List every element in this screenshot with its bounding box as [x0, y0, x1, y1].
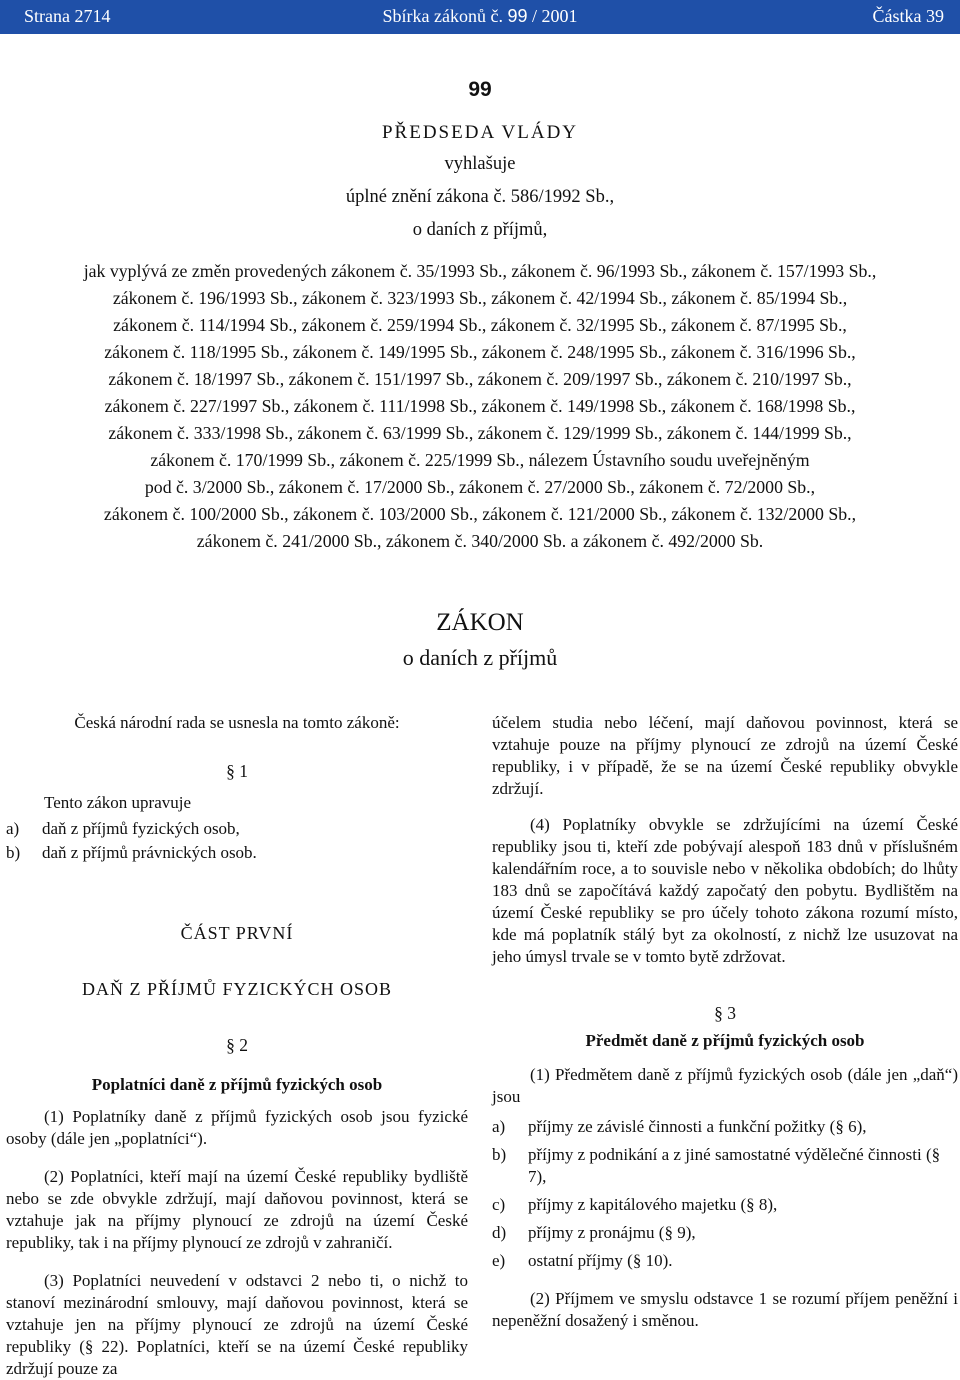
list-item-label: c): [492, 1195, 506, 1214]
amendment-line: zákonem č. 227/1997 Sb., zákonem č. 111/1998 Sb., zákonem č. 149/1998 Sb., zákonem č. 168/1998 Sb.,: [104, 396, 856, 416]
list-item-text: daň z příjmů fyzických osob,: [42, 819, 240, 838]
amendment-line: zákonem č. 241/2000 Sb., zákonem č. 340/2000 Sb. a zákonem č. 492/2000 Sb.: [196, 531, 764, 551]
list-item: [492, 1222, 958, 1244]
paragraph: (2) Příjmem ve smyslu odstavce 1 se rozumí příjem peněžní i nepeněžní dosažený i směnou.: [492, 1289, 958, 1330]
section-1-heading: § 1: [226, 761, 248, 781]
about-line: o daních z příjmů,: [412, 220, 548, 240]
list-item: [492, 1116, 958, 1138]
section-2-title: Poplatníci daně z příjmů fyzických osob: [91, 1075, 383, 1094]
collection-number: 99: [507, 6, 528, 26]
section-2-heading: § 2: [226, 1035, 248, 1055]
section-3-heading: § 3: [714, 1003, 736, 1023]
list-item: [6, 842, 468, 864]
amendment-line: pod č. 3/2000 Sb., zákonem č. 17/2000 Sb., zákonem č. 27/2000 Sb., zákonem č. 72/2000 Sb.,: [144, 477, 816, 497]
list-item-label: b): [492, 1145, 507, 1164]
enacting-clause: Česká národní rada se usnesla na tomto zákoně:: [74, 713, 400, 732]
list-item-text: příjmy z pronájmu (§ 9),: [528, 1223, 696, 1242]
list-item-text: příjmy z podnikání a z jiné samostatné výdělečné činnosti (§ 7),: [528, 1145, 941, 1186]
left-column: [6, 712, 468, 1380]
section-3-title: Předmět daně z příjmů fyzických osob: [585, 1031, 865, 1050]
list-item: [6, 818, 468, 840]
amendment-line: zákonem č. 18/1997 Sb., zákonem č. 151/1997 Sb., zákonem č. 209/1997 Sb., zákonem č. 210/1997 Sb.,: [108, 369, 852, 389]
amendment-line: zákonem č. 333/1998 Sb., zákonem č. 63/1999 Sb., zákonem č. 129/1999 Sb., zákonem č. 144/1999 Sb.,: [108, 423, 852, 443]
list-item-label: a): [492, 1117, 506, 1136]
law-subtitle: o daních z příjmů: [402, 645, 558, 670]
issuer-heading: PŘEDSEDA VLÁDY: [381, 122, 579, 143]
part-heading: ČÁST PRVNÍ: [180, 923, 294, 943]
part-title: DAŇ Z PŘÍJMŮ FYZICKÝCH OSOB: [81, 979, 393, 999]
paragraph: (3) Poplatníci neuvedení v odstavci 2 nebo ti, o nichž to stanoví mezinárodní smlouvy, mají daňovou povinnost, která se vztahuje jen na příjmy plynoucí ze zdrojů na území České republiky (§ 22). Poplatníci, kteří se na území České republiky zdržují pouze za: [6, 1271, 468, 1378]
list-item: [492, 1194, 958, 1216]
collection-year: / 2001: [527, 6, 578, 26]
paragraph: (2) Poplatníci, kteří mají na území České republiky bydliště nebo se zde obvykle zdržují, mají daňovou povinnost, která se vztahuje jak na příjmy plynoucí ze zdrojů na území České republiky, tak i na příjmy plynoucí ze zdrojů v zahraničí.: [6, 1167, 468, 1252]
paragraph-continued: účelem studia nebo léčení, mají daňovou povinnost, která se vztahuje pouze na příjmy plynoucí ze zdrojů na území České republiky, i v případě, že se na území České republiky obvykle zdržují.: [492, 713, 958, 798]
law-title: ZÁKON: [436, 609, 524, 636]
amendment-line: zákonem č. 170/1999 Sb., zákonem č. 225/1999 Sb., nálezem Ústavního soudu uveřejněným: [150, 450, 810, 470]
list-item-text: příjmy z kapitálového majetku (§ 8),: [528, 1195, 778, 1214]
list-item-label: a): [6, 819, 20, 838]
amendment-line: zákonem č. 118/1995 Sb., zákonem č. 149/1995 Sb., zákonem č. 248/1995 Sb., zákonem č. 316/1996 Sb.,: [104, 342, 856, 362]
amendment-line: zákonem č. 114/1994 Sb., zákonem č. 259/1994 Sb., zákonem č. 32/1995 Sb., zákonem č. 87/1995 Sb.,: [113, 315, 847, 335]
right-column: [492, 712, 958, 1332]
full-text-line: úplné znění zákona č. 586/1992 Sb.,: [345, 187, 615, 207]
page-number: Strana 2714: [24, 6, 111, 26]
list-item-label: b): [6, 843, 21, 862]
collection-title-pre: Sbírka zákonů č.: [382, 6, 508, 26]
paragraph: (1) Poplatníky daně z příjmů fyzických osob jsou fyzické osoby (dále jen „poplatníci“).: [6, 1107, 468, 1148]
list-item: [492, 1144, 958, 1188]
list-item-label: d): [492, 1223, 507, 1242]
list-item-text: příjmy ze závislé činnosti a funkční požitky (§ 6),: [528, 1117, 867, 1136]
list-item-text: daň z příjmů právnických osob.: [42, 843, 257, 862]
issue-number: Částka 39: [872, 6, 944, 26]
amendment-line: jak vyplývá ze změn provedených zákonem č. 35/1993 Sb., zákonem č. 96/1993 Sb., zákonem č. 157/1993 Sb.,: [83, 261, 877, 281]
section-1-text: Tento zákon upravuje: [44, 793, 192, 812]
paragraph: (4) Poplatníky obvykle se zdržujícími na území České republiky jsou ti, kteří zde pobývají alespoň 183 dnů v příslušném kalendářním roce, a to souvisle nebo v několika obdobích; do lhůty 183 dnů se započítává každý započatý den pobytu. Bydlištěm na území České republiky se pro účely tohoto zákona rozumí místo, kde má poplatník stálý byt za okolností, z nichž lze usuzovat na jeho úmysl trvale se v tomto bytě zdržovat.: [492, 815, 958, 966]
list-item: [492, 1250, 958, 1272]
list-item-label: e): [492, 1251, 506, 1270]
amendment-line: zákonem č. 196/1993 Sb., zákonem č. 323/1993 Sb., zákonem č. 42/1994 Sb., zákonem č. 85/1994 Sb.,: [112, 288, 848, 308]
amendments-block: [0, 258, 960, 555]
paragraph: (1) Předmětem daně z příjmů fyzických osob (dále jen „daň“) jsou: [492, 1065, 958, 1106]
document-number: 99: [468, 78, 492, 101]
amendment-line: zákonem č. 100/2000 Sb., zákonem č. 103/2000 Sb., zákonem č. 121/2000 Sb., zákonem č. 132/2000 Sb.,: [103, 504, 857, 524]
announces-line: vyhlašuje: [444, 154, 516, 174]
list-item-text: ostatní příjmy (§ 10).: [528, 1251, 673, 1270]
page-header: [0, 0, 960, 34]
collection-title: [0, 6, 960, 27]
